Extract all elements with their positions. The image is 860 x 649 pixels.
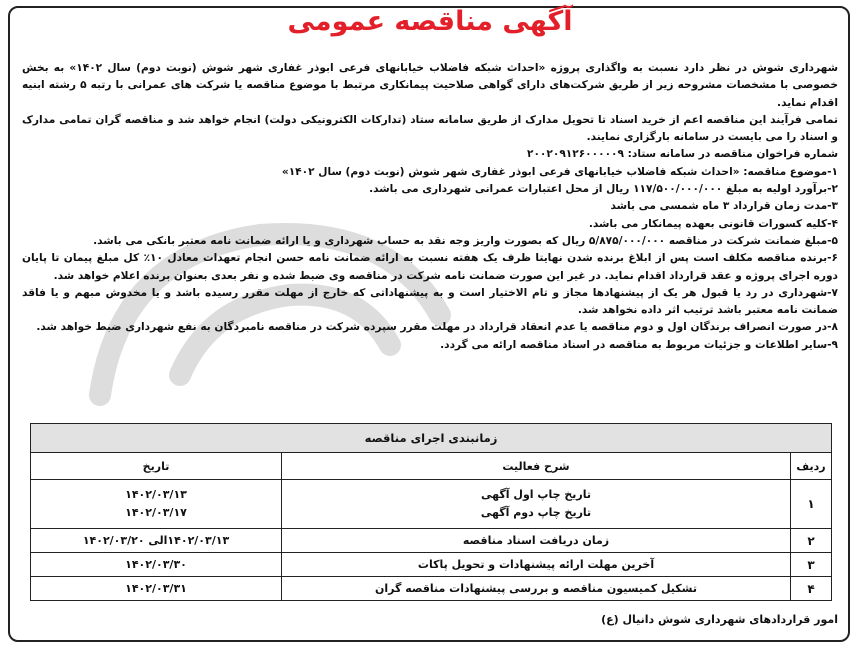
table-row (31, 529, 832, 553)
item-3: ۳-مدت زمان قرارداد ۳ ماه شمسی می باشد (610, 200, 838, 213)
date-line: ۱۴۰۲/۰۳/۱۳ (125, 488, 187, 501)
item-7: ۷-شهرداری در رد یا قبول هر یک از پیشنهادها مجاز و تام الاختیار است و به پیشنهاداتی که خارج از مهلت مقرر رسیده باشد و یا مخدوش مبهم و یا فاقد ضمانت نامه معتبر باشد ترتیب اثر داده نخواهد شد. (22, 286, 838, 317)
table-row (31, 577, 832, 601)
item-5: ۵-مبلغ ضمانت شرکت در مناقصه ۵/۸۷۵/۰۰۰/۰۰۰ ریال که بصورت واریز وجه نقد به حساب شهرداری و یا ارائه ضمانت نامه معتبر بانکی می باشد. (93, 234, 838, 247)
row-number: ۳ (791, 553, 832, 577)
row-date: ۱۴۰۲/۰۳/۳۰ (31, 553, 282, 577)
item-2: ۲-برآورد اولیه به مبلغ ۱۱۷/۵۰۰/۰۰۰/۰۰۰ ریال از محل اعتبارات عمرانی شهرداری می باشد. (369, 183, 838, 196)
schedule-title: زمانبندی اجرای مناقصه (31, 424, 832, 453)
item-6: ۶-برنده مناقصه مکلف است پس از ابلاغ برنده شدن نهایتا ظرف یک هفته نسبت به ارائه ضمانت نامه حسن انجام تعهدات معادل ۱۰٪ کل مبلغ پیمان تا پایان دوره اجرای پروژه و عقد قرارداد اقدام نماید. در غیر این صورت ضمانت نامه شرکت در مناقصه وی ضبط شده و نفر بعدی بعنوان برنده اعلام خواهد شد. (22, 252, 838, 282)
activity-line: تاریخ چاپ اول آگهی (481, 488, 591, 501)
notice-title: آگهی مناقصه عمومی (287, 6, 573, 37)
schedule-table-wrap (30, 423, 832, 601)
row-date: ۱۴۰۲/۰۳/۱۳الی ۱۴۰۲/۰۳/۲۰ (31, 529, 282, 553)
process-paragraph: تمامی فرآیند این مناقصه اعم از خرید اسناد تا تحویل مدارک از طریق سامانه ستاد (تدارکات الکترونیکی دولت) انجام خواهد شد و مناقصه گران تمامی مدارک و اسناد را می بایست در سامانه بارگزاری نمایند. (22, 113, 838, 144)
item-8: ۸-در صورت انصراف برندگان اول و دوم مناقصه یا عدم انعقاد قرارداد در مهلت مقرر سپرده شرکت در مناقصه نامبردگان به نفع شهرداری ضبط خواهد شد. (36, 321, 838, 334)
intro-paragraph: شهرداری شوش در نظر دارد نسبت به واگذاری پروژه «احداث شبکه فاضلاب خیابانهای فرعی ابوذر غفاری شهر شوش (نوبت دوم) سال ۱۴۰۲» به بخش خصوصی با مشخصات مشروحه زیر از طریق شرکت‌های دارای گواهی صلاحیت پیمانکاری مرتبط با موضوع مناقصه یا شرکت های عمرانی با رتبه ۵ رشته ابنیه اقدام نماید. (22, 62, 838, 109)
notice-body (22, 60, 838, 354)
row-activity: زمان دریافت اسناد مناقصه (282, 529, 791, 553)
row-number: ۲ (791, 529, 832, 553)
footer-signature: امور قراردادهای شهرداری شوش دانیال (ع) (601, 613, 838, 626)
schedule-table (30, 423, 832, 601)
tender-number: شماره فراخوان مناقصه در سامانه ستاد: ۲۰۰۲۰۹۱۲۶۰۰۰۰۰۹ (526, 148, 838, 161)
row-activity: آخرین مهلت ارائه پیشنهادات و تحویل پاکات (282, 553, 791, 577)
row-activity (282, 480, 791, 529)
row-activity: تشکیل کمیسیون مناقصه و بررسی پیشنهادات مناقصه گران (282, 577, 791, 601)
item-4: ۴-کلیه کسورات قانونی بعهده پیمانکار می باشد. (588, 217, 838, 230)
header-row-number: ردیف (791, 453, 832, 480)
row-date (31, 480, 282, 529)
activity-line: تاریخ چاپ دوم آگهی (480, 506, 592, 519)
item-1: ۱-موضوع مناقصه: «احداث شبکه فاضلاب خیابانهای فرعی ابوذر غفاری شهر شوش (نوبت دوم) سال ۱۴۰۲» (281, 165, 838, 178)
table-row (31, 553, 832, 577)
header-date: تاریخ (31, 453, 282, 480)
row-number: ۴ (791, 577, 832, 601)
header-activity: شرح فعالیت (282, 453, 791, 480)
row-number: ۱ (791, 480, 832, 529)
table-row (31, 480, 832, 529)
date-line: ۱۴۰۲/۰۳/۱۷ (125, 506, 187, 519)
item-9: ۹-سایر اطلاعات و جزئیات مربوط به مناقصه در اسناد مناقصه ارائه می گردد. (440, 338, 838, 351)
row-date: ۱۴۰۲/۰۳/۳۱ (31, 577, 282, 601)
